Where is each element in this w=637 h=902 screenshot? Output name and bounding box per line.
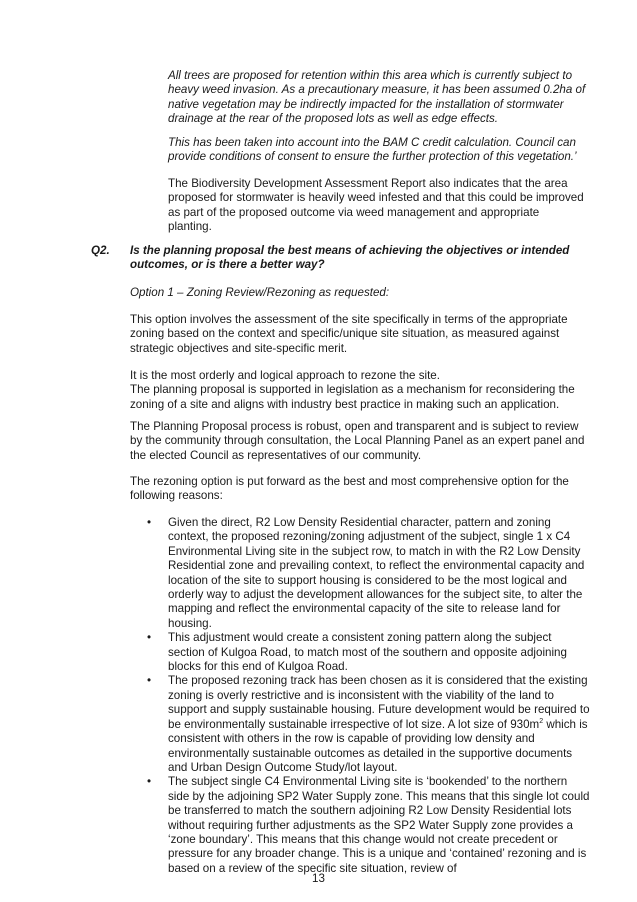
option-heading: Option 1 – Zoning Review/Rezoning as requested: bbox=[130, 286, 390, 299]
paragraph-orderly-approach-line: It is the most orderly and logical approach to rezone the site. bbox=[130, 369, 440, 382]
paragraph-process: The Planning Proposal process is robust, open and transparent and is subject to review by the community through consultation, the Local Planning Panel as an expert panel and the elected Council as representatives of our community. bbox=[130, 420, 585, 462]
list-item bbox=[130, 775, 590, 876]
bullet-marker: • bbox=[147, 631, 152, 645]
paragraph-legislation: The planning proposal is supported in legislation as a mechanism for reconsidering the zoning of a site and aligns with industry best practice in making such an application. bbox=[130, 383, 575, 411]
quote-paragraph-2: This has been taken into account into the BAM C credit calculation. Council can provide conditions of consent to ensure the further protection of this vegetation.’ bbox=[168, 136, 577, 164]
bullet-marker: • bbox=[147, 674, 152, 688]
list-item bbox=[130, 674, 590, 775]
quote-paragraph-1: All trees are proposed for retention within this area which is currently subject to heavy weed invasion. As a precautionary measure, it has been assumed 0.2ha of native vegetation may be indirectly impacted for the installation of stormwater drainage at the rear of the proposed lots as well as edge effects. bbox=[168, 69, 586, 126]
bullet-text: This adjustment would create a consistent zoning pattern along the subject section of Kulgoa Road, to match most of the southern and opposite adjoining blocks for this end of Kulgoa Road. bbox=[168, 631, 567, 674]
superscript-two: 2 bbox=[539, 717, 544, 725]
bullet-marker: • bbox=[147, 516, 152, 529]
bullet-text-part-1: The proposed rezoning track has been chosen as it is considered that the existing zoning is overly restrictive and is inconsistent with the viability of the land to support and supply sustainable housing. Future development would be required to be environmentally sustainable irrespective of lot size. A lot size of 930m bbox=[168, 674, 590, 731]
bullet-text-part-2: which is consistent with others in the row is capable of providing low density and environmentally sustainable outcomes as detailed in the supportive documents and Urban Design Outcome Study/lot layout. bbox=[168, 717, 588, 774]
list-item bbox=[130, 516, 590, 631]
paragraph-orderly-approach bbox=[130, 369, 586, 412]
reasons-bullet-list bbox=[130, 516, 590, 876]
page-number: 13 bbox=[312, 872, 325, 885]
list-item bbox=[130, 631, 590, 674]
bullet-text: The subject single C4 Environmental Living site is ‘bookended’ to the northern side by the adjoining SP2 Water Supply zone. This means that this single lot could be transferred to match the southern adjoining R2 Low Density Residential lots without requiring further adjustments as the SP2 Water Supply zone provides a ‘zone boundary’. This means that this change would not create precedent or pressure for any broader change. This is a unique and ‘contained’ rezoning and is based on a review of the specific site situation, review of bbox=[168, 775, 590, 875]
bullet-marker: • bbox=[147, 775, 152, 789]
paragraph-reasons-intro: The rezoning option is put forward as the best and most comprehensive option for the following reasons: bbox=[130, 475, 569, 503]
bullet-text: Given the direct, R2 Low Density Residential character, pattern and zoning context, the proposed rezoning/zoning adjustment of the subject, single 1 x C4 Environmental Living site in the subject row, to match in with the R2 Low Density Residential zone and prevailing context, to reflect the environmental capacity and location of the site to support housing is considered to be the most logical and orderly way to adjust the development allowances for the subject site, to alter the mapping and reflect the environmental capacity of the site to release land for housing. bbox=[168, 516, 585, 630]
question-number: Q2. bbox=[91, 244, 110, 257]
bdar-note-paragraph: The Biodiversity Development Assessment Report also indicates that the area proposed for stormwater is heavily weed infested and that this could be improved as part of the proposed outcome via weed management and appropriate planting. bbox=[168, 177, 584, 234]
paragraph-assessment: This option involves the assessment of the site specifically in terms of the appropriate zoning based on the context and specific/unique site situation, as measured against strategic objectives and site-specific merit. bbox=[130, 313, 568, 355]
question-text: Is the planning proposal the best means of achieving the objectives or intended outcomes, or is there a better way? bbox=[130, 244, 570, 272]
